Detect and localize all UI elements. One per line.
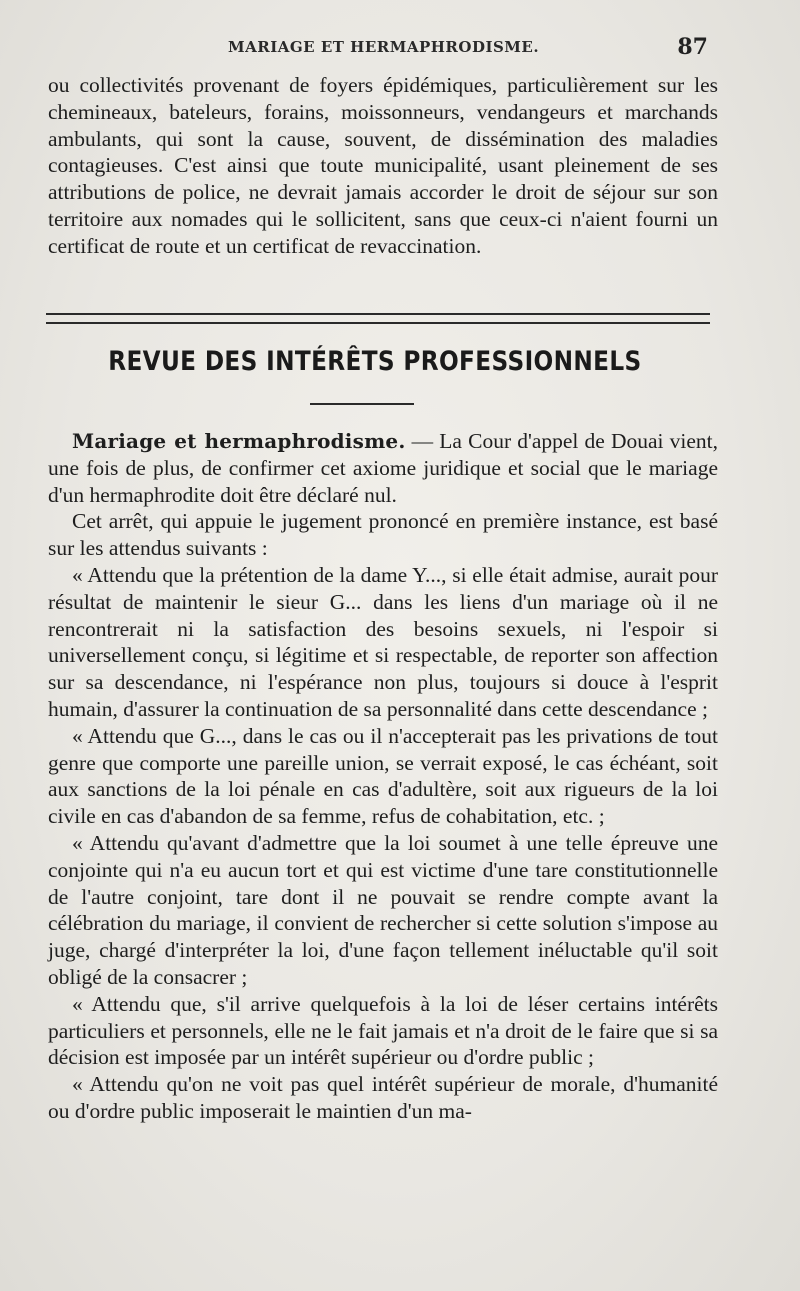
continued-paragraph: ou collectivités provenant de foyers épidémiques, particulièrement sur les chemineaux, bateleurs, forains, moissonneurs, vendangeurs et marchands ambulants, qui sont la cause, souvent, de dissémination des maladies contagieuses. C'est ainsi que toute municipalité, usant pleinement de ses attributions de police, ne devrait jamais accorder le droit de séjour sur son territoire aux nomades qui le sollicitent, sans que ceux-ci n'aient fourni un certificat de route et un certificat de revaccination.: [48, 73, 718, 258]
title-underline-rule: [310, 403, 414, 405]
article-paragraph: « Attendu que, s'il arrive quelquefois à la loi de léser certains intérêts particuliers et personnels, elle ne le fait jamais et n'a droit de le faire que si sa décision est imposée par un intérêt supérieur ou d'ordre public ;: [48, 991, 718, 1070]
article-lead-title: Mariage et hermaphrodisme.: [72, 429, 406, 453]
continued-paragraph-block: [48, 72, 718, 260]
article-lead-text: — La Cour d'appel de Douai vient, une fois de plus, de confirmer cet axiome juridique et social que le mariage d'un hermaphrodite doit être déclaré nul.: [48, 429, 719, 507]
article-paragraph: « Attendu qu'avant d'admettre que la loi soumet à une telle épreuve une conjointe qui n'a eu aucun tort et qui est victime d'une tare constitutionnelle de l'autre conjoint, tare dont il ne pouvait se rendre compte avant la célébration du mariage, il convient de rechercher si cette solution s'impose au juge, chargé d'interpréter la loi, d'une façon tellement inéluctable qu'il soit obligé de la consacrer ;: [48, 830, 718, 989]
article-paragraph: « Attendu que la prétention de la dame Y..., si elle était admise, aurait pour résultat de maintenir le sieur G... dans les liens d'un mariage où il ne rencontrerait ni la satisfaction des besoins sexuels, ni l'espoir si universellement conçu, si légitime et si respectable, de reporter son affection sur sa descendance, ni l'espérance non plus, toujours si douce à l'esprit humain, d'assurer la continuation de sa personnalité dans cette descendance ;: [48, 562, 718, 721]
section-title: REVUE DES INTÉRÊTS PROFESSIONNELS: [108, 346, 642, 377]
running-head: [0, 34, 800, 64]
running-head-title: MARIAGE ET HERMAPHRODISME.: [228, 38, 540, 56]
article-paragraph: Cet arrêt, qui appuie le jugement prononcé en première instance, est basé sur les attendus suivants :: [48, 509, 718, 561]
article-paragraph: « Attendu qu'on ne voit pas quel intérêt supérieur de morale, d'humanité ou d'ordre public imposerait le maintien d'un ma-: [48, 1072, 718, 1123]
article-body: [48, 428, 718, 1125]
article-paragraph: « Attendu que G..., dans le cas ou il n'accepterait pas les privations de tout genre que comporte une pareille union, se verrait exposé, le cas échéant, soit aux sanctions de la loi pénale en cas d'adultère, soit aux rigueurs de la loi civile en cas d'abandon de sa femme, refus de cohabitation, etc. ;: [48, 723, 718, 829]
article-lead-paragraph: [48, 428, 718, 508]
page-number: 87: [677, 34, 708, 60]
section-divider-double-rule: [46, 313, 710, 324]
